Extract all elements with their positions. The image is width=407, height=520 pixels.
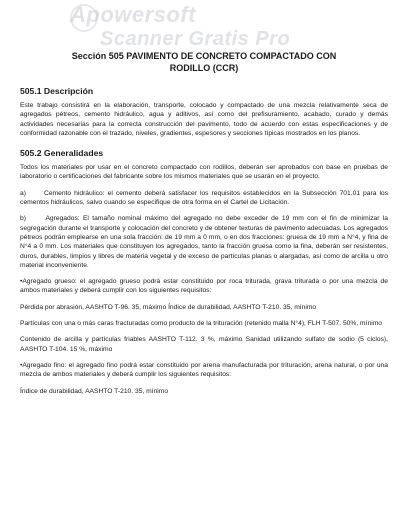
watermark-line-1: Apowersoft xyxy=(70,2,196,27)
paragraph-bullet-fine: •Agregado fino: el agregado fino podrá estar constituido por arena manufacturada por trituración, arena natural, o por una mezcla de ambos materiales y deberá cumplir los siguientes requisitos: xyxy=(20,361,388,379)
paragraph-requirement: Partículas con una o más caras fracturadas como producto de la trituración (retenido malla N°4), FLH T-507. 50%, mínimo xyxy=(20,320,382,328)
paragraph-requirement: Pérdida por abrasión, AASHTO T-96. 35, máximo Índice de durabilidad, AASHTO T-210. 35, mínimo xyxy=(20,303,317,311)
title-line-1: Sección 505 PAVIMENTO DE CONCRETO COMPACTADO CON xyxy=(71,51,337,61)
section-generalidades xyxy=(20,148,388,396)
watermark-line-2: Scanner Gratis Pro xyxy=(100,28,291,50)
paragraph: Este trabajo consistirá en la elaboración, transporte, colocado y compactado de una mezcla relativamente seca de agregados pétreos, cemento hidráulico, agua y aditivos, así como del prefisuramiento, acabado, curado y demás actividades necesarias para la correcta construcción del pavimento, todo de acuerdo con estas especificaciones y de conformidad razonable con el trazado, niveles, gradientes, espesores y secciones típicas mostrados en los planos. xyxy=(20,102,388,137)
paragraph-item-a: a) Cemento hidráulico: el cemento deberá satisfacer los requisitos establecidos en la Subsección 701.01 para los cementos hidráulicos, salvo cuando se especifique de otra forma en el Cartel de Licitación. xyxy=(20,189,390,207)
paragraph-requirement: Contenido de arcilla y partículas friables AASHTO T-112. 3 %, máximo Sanidad utilizando sulfato de sodio (5 ciclos), AASHTO T-104. 15 %, máximo xyxy=(20,336,388,353)
paragraph: Todos los materiales por usar en el concreto compactado con rodillos, deberán ser aprobados con base en pruebas de laboratorio o certificaciones del fabricante sobre los mismos materiales que se usarán en el proyecto. xyxy=(20,164,388,181)
title-line-2: RODILLO (CCR) xyxy=(169,63,239,73)
document-title xyxy=(20,50,388,74)
watermark-logo-icon xyxy=(70,4,98,32)
section-description xyxy=(20,86,388,138)
section-heading: 505.2 Generalidades xyxy=(20,148,104,159)
paragraph-item-b: b) Agregados: El tamaño nominal máximo del agregado no debe exceder de 19 mm con el fin de minimizar la segregación durante el transporte y colocación del concreto y de obtener texturas de pavimento adecuadas. Los agregados pétreos podrán emplearse en una sola fracción: de 19 mm a 0 mm, o en dos fracciones: gruesa de 19 mm a N°4, y fina de N°4 a 0 mm. Los materiales que constituyen los agregados, tanto la fracción gruesa como la fina, deberán ser resistentes, duros, durables, limpios y libres de materia vegetal y de exceso de partículas planas o alargadas, así como de arcilla u otro material inconveniente. xyxy=(20,215,390,269)
paragraph-bullet-coarse: •Agregado grueso: el agregado grueso podrá estar constituido por roca triturada, grava triturada o por una mezcla de ambos materiales y deberá cumplir con los siguientes requisitos: xyxy=(20,278,388,295)
document-page xyxy=(20,50,388,403)
paragraph-requirement: Índice de durabilidad, AASHTO T-210. 35, mínimo xyxy=(20,387,169,395)
section-heading: 505.1 Descripción xyxy=(20,86,94,96)
